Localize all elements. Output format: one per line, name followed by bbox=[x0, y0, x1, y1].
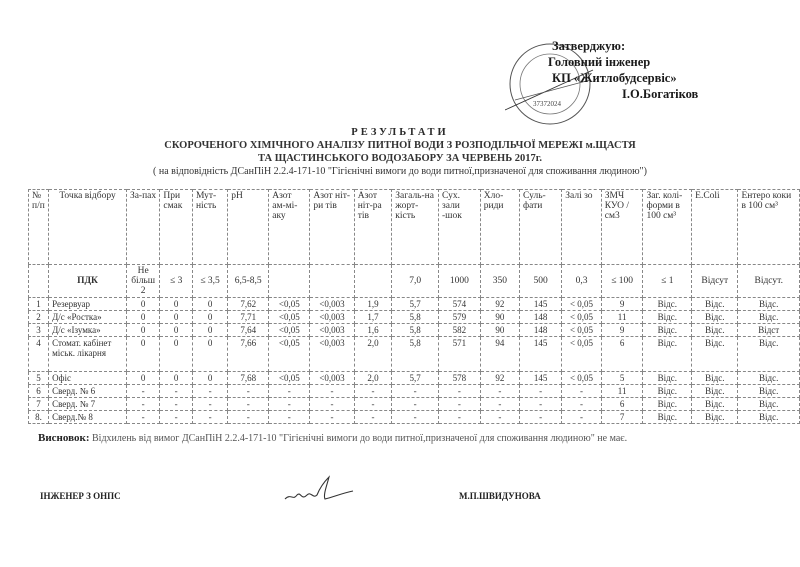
table-cell: < 0,05 bbox=[562, 337, 602, 372]
pdk-cell: 350 bbox=[480, 265, 519, 298]
table-cell: 5,8 bbox=[392, 311, 439, 324]
table-cell: 9 bbox=[601, 298, 643, 311]
table-cell: Відс. bbox=[738, 411, 800, 424]
table-row bbox=[29, 298, 800, 311]
pdk-cell: 1000 bbox=[439, 265, 481, 298]
column-header: Азот ам-мі-аку bbox=[269, 190, 310, 265]
title-results: РЕЗУЛЬТАТИ bbox=[351, 127, 449, 138]
sampling-point: Стомат. кабінет міськ. лікарня bbox=[49, 337, 127, 372]
pdk-cell: ≤ 3 bbox=[160, 265, 193, 298]
table-cell: 5,8 bbox=[392, 337, 439, 372]
table-cell: 1,9 bbox=[354, 298, 392, 311]
table-cell: 0 bbox=[160, 324, 193, 337]
column-header: Точка відбору bbox=[49, 190, 127, 265]
table-cell: - bbox=[480, 411, 519, 424]
table-cell: - bbox=[520, 411, 562, 424]
table-cell: - bbox=[354, 385, 392, 398]
table-cell: 1,7 bbox=[354, 311, 392, 324]
table-cell: - bbox=[310, 411, 354, 424]
table-cell: Відс. bbox=[692, 385, 738, 398]
table-cell: 94 bbox=[480, 337, 519, 372]
table-cell: - bbox=[160, 398, 193, 411]
table-cell: <0,003 bbox=[310, 337, 354, 372]
column-header: pH bbox=[228, 190, 269, 265]
table-cell: Відс. bbox=[738, 372, 800, 385]
pdk-cell bbox=[310, 265, 354, 298]
table-cell: 145 bbox=[520, 372, 562, 385]
table-cell: 90 bbox=[480, 324, 519, 337]
table-cell: Відс. bbox=[643, 411, 692, 424]
table-cell: Відс. bbox=[692, 311, 738, 324]
table-cell: 0 bbox=[126, 324, 159, 337]
pdk-cell bbox=[354, 265, 392, 298]
table-cell: - bbox=[228, 411, 269, 424]
table-cell: Відс. bbox=[692, 372, 738, 385]
table-cell: Відст bbox=[738, 324, 800, 337]
sampling-point: Сверд. № 6 bbox=[49, 385, 127, 398]
sampling-point: Сверд.№ 8 bbox=[49, 411, 127, 424]
table-cell: 0 bbox=[192, 311, 227, 324]
table-cell: 0 bbox=[126, 337, 159, 372]
table-cell: Відс. bbox=[692, 324, 738, 337]
table-cell: 145 bbox=[520, 337, 562, 372]
column-header: Загаль-на жорт-кість bbox=[392, 190, 439, 265]
sampling-point: Офіс bbox=[49, 372, 127, 385]
column-header: Залі зо bbox=[562, 190, 602, 265]
sampling-point: Д/с «Ростка» bbox=[49, 311, 127, 324]
table-cell: Відс. bbox=[692, 298, 738, 311]
table-cell: 7,64 bbox=[228, 324, 269, 337]
pdk-cell: Не більш 2 bbox=[126, 265, 159, 298]
table-cell: 579 bbox=[439, 311, 481, 324]
table-cell: - bbox=[562, 411, 602, 424]
table-cell: 8. bbox=[29, 411, 49, 424]
approval-line-3: КП «Житлобудсервіс» bbox=[552, 71, 677, 85]
table-cell: 571 bbox=[439, 337, 481, 372]
table-cell: Відс. bbox=[738, 337, 800, 372]
svg-text:37372024: 37372024 bbox=[533, 100, 561, 108]
column-header: Заг. колі-форми в 100 см³ bbox=[643, 190, 692, 265]
pdk-cell: ПДК bbox=[49, 265, 127, 298]
table-cell: - bbox=[192, 411, 227, 424]
title-line-2: СКОРОЧЕНОГО ХІМІЧНОГО АНАЛІЗУ ПИТНОЇ ВОДИ З РОЗПОДІЛЬЧОЇ МЕРЕЖІ м.ЩАСТЯ bbox=[164, 140, 636, 151]
table-cell: 7,66 bbox=[228, 337, 269, 372]
table-row bbox=[29, 311, 800, 324]
table-cell: 0 bbox=[126, 372, 159, 385]
table-cell: 148 bbox=[520, 311, 562, 324]
pdk-cell: 7,0 bbox=[392, 265, 439, 298]
column-header: Мут-ність bbox=[192, 190, 227, 265]
header-row bbox=[29, 190, 800, 265]
table-cell: - bbox=[439, 385, 481, 398]
conclusion bbox=[38, 432, 627, 444]
table-cell: 0 bbox=[160, 337, 193, 372]
table-cell: Відс. bbox=[692, 337, 738, 372]
table-cell: <0,003 bbox=[310, 372, 354, 385]
table-cell: <0,05 bbox=[269, 311, 310, 324]
table-cell: - bbox=[439, 411, 481, 424]
engineer-position: ІНЖЕНЕР З ОНПС bbox=[40, 491, 121, 501]
pdk-cell bbox=[29, 265, 49, 298]
table-cell: 2,0 bbox=[354, 337, 392, 372]
column-header: Суль-фати bbox=[520, 190, 562, 265]
approval-signatory: І.О.Богатіков bbox=[622, 87, 699, 101]
table-cell: <0,05 bbox=[269, 298, 310, 311]
table-cell: - bbox=[228, 398, 269, 411]
pdk-cell: 0,3 bbox=[562, 265, 602, 298]
table-cell: < 0,05 bbox=[562, 324, 602, 337]
table-cell: - bbox=[160, 385, 193, 398]
table-cell: - bbox=[392, 411, 439, 424]
table-cell: - bbox=[192, 398, 227, 411]
approval-line-2: Головний інженер bbox=[548, 55, 651, 69]
column-header: № п/п bbox=[29, 190, 49, 265]
table-cell: - bbox=[520, 398, 562, 411]
table-cell: Відс. bbox=[643, 298, 692, 311]
table-cell: 7,68 bbox=[228, 372, 269, 385]
table-cell: - bbox=[562, 385, 602, 398]
table-cell: 90 bbox=[480, 311, 519, 324]
table-cell: - bbox=[562, 398, 602, 411]
table-cell: - bbox=[269, 385, 310, 398]
column-header: ЗМЧ КУО / см3 bbox=[601, 190, 643, 265]
column-header: Азот ніт-ра тів bbox=[354, 190, 392, 265]
table-cell: < 0,05 bbox=[562, 372, 602, 385]
table-row bbox=[29, 398, 800, 411]
column-header: Азот ніт-ри тів bbox=[310, 190, 354, 265]
approval-line-1: Затверджую: bbox=[552, 39, 626, 53]
table-cell: Відс. bbox=[692, 411, 738, 424]
table-cell: <0,05 bbox=[269, 324, 310, 337]
table-cell: 11 bbox=[601, 385, 643, 398]
table-cell: - bbox=[480, 385, 519, 398]
approval-block bbox=[548, 38, 698, 102]
table-cell: 7,62 bbox=[228, 298, 269, 311]
table-cell: - bbox=[354, 398, 392, 411]
table-cell: Відс. bbox=[643, 337, 692, 372]
results-table bbox=[28, 189, 800, 424]
pdk-cell: 6,5-8,5 bbox=[228, 265, 269, 298]
table-cell: Відс. bbox=[643, 311, 692, 324]
table-cell: 9 bbox=[601, 324, 643, 337]
table-cell: - bbox=[126, 398, 159, 411]
table-cell: - bbox=[228, 385, 269, 398]
conclusion-label: Висновок: bbox=[38, 432, 90, 444]
table-cell: <0,003 bbox=[310, 324, 354, 337]
table-cell: 1 bbox=[29, 298, 49, 311]
table-cell: 4 bbox=[29, 337, 49, 372]
column-header: Хло-риди bbox=[480, 190, 519, 265]
pdk-cell: Відсут bbox=[692, 265, 738, 298]
column-header: Ентеро коки в 100 см³ bbox=[738, 190, 800, 265]
table-cell: - bbox=[269, 398, 310, 411]
table-cell: - bbox=[310, 385, 354, 398]
column-header: При смак bbox=[160, 190, 193, 265]
table-cell: - bbox=[392, 385, 439, 398]
table-cell: 5 bbox=[601, 372, 643, 385]
signature bbox=[283, 475, 355, 507]
table-cell: Відс. bbox=[692, 398, 738, 411]
table-cell: <0,003 bbox=[310, 298, 354, 311]
pdk-cell: Відсут. bbox=[738, 265, 800, 298]
conclusion-text: Відхилень від вимог ДСанПіН 2.2.4-171-10 "Гігієнічні вимоги до води питної,призначеної для споживання людиною" не має. bbox=[92, 433, 628, 444]
table-cell: 0 bbox=[160, 298, 193, 311]
table-cell: 92 bbox=[480, 298, 519, 311]
pdk-cell: ≤ 100 bbox=[601, 265, 643, 298]
column-header: За-пах bbox=[126, 190, 159, 265]
sampling-point: Сверд. № 7 bbox=[49, 398, 127, 411]
table-cell: - bbox=[480, 398, 519, 411]
table-cell: 0 bbox=[126, 298, 159, 311]
table-cell: - bbox=[310, 398, 354, 411]
table-cell: 582 bbox=[439, 324, 481, 337]
pdk-cell: ≤ 1 bbox=[643, 265, 692, 298]
table-cell: 5,8 bbox=[392, 324, 439, 337]
table-row bbox=[29, 372, 800, 385]
table-cell: < 0,05 bbox=[562, 311, 602, 324]
table-cell: Відс. bbox=[738, 385, 800, 398]
sampling-point: Д/с «Ізумка» bbox=[49, 324, 127, 337]
title-line-3: ТА ЩАСТИНСЬКОГО ВОДОЗАБОРУ ЗА ЧЕРВЕНЬ 2017г. bbox=[258, 153, 542, 164]
table-cell: <0,003 bbox=[310, 311, 354, 324]
table-cell: 11 bbox=[601, 311, 643, 324]
title-subtitle: ( на відповідність ДСанПіН 2.2.4-171-10 "Гігієнічні вимоги до води питної,призначеної для споживання людиною") bbox=[153, 166, 647, 177]
table-cell: 1,6 bbox=[354, 324, 392, 337]
table-cell: - bbox=[439, 398, 481, 411]
pdk-cell: 500 bbox=[520, 265, 562, 298]
column-header: Сух. зали -шок bbox=[439, 190, 481, 265]
table-row bbox=[29, 324, 800, 337]
table-cell: 0 bbox=[192, 372, 227, 385]
table-cell: 2,0 bbox=[354, 372, 392, 385]
table-cell: Відс. bbox=[643, 385, 692, 398]
pdk-cell bbox=[269, 265, 310, 298]
table-cell: - bbox=[160, 411, 193, 424]
table-cell: 7 bbox=[601, 411, 643, 424]
table-cell: 0 bbox=[126, 311, 159, 324]
table-cell: 574 bbox=[439, 298, 481, 311]
table-cell: - bbox=[269, 411, 310, 424]
document-title bbox=[0, 126, 800, 179]
table-cell: 148 bbox=[520, 324, 562, 337]
table-cell: 92 bbox=[480, 372, 519, 385]
table-row bbox=[29, 385, 800, 398]
table-cell: Відс. bbox=[643, 372, 692, 385]
table-cell: - bbox=[126, 411, 159, 424]
table-cell: - bbox=[392, 398, 439, 411]
table-cell: <0,05 bbox=[269, 337, 310, 372]
table-cell: 2 bbox=[29, 311, 49, 324]
table-cell: Відс. bbox=[738, 398, 800, 411]
table-cell: Відс. bbox=[643, 324, 692, 337]
table-cell: 7,71 bbox=[228, 311, 269, 324]
table-cell: 6 bbox=[601, 337, 643, 372]
table-cell: 578 bbox=[439, 372, 481, 385]
table-cell: - bbox=[126, 385, 159, 398]
table-cell: 5 bbox=[29, 372, 49, 385]
table-cell: 6 bbox=[29, 385, 49, 398]
table-cell: <0,05 bbox=[269, 372, 310, 385]
table-cell: - bbox=[192, 385, 227, 398]
table-cell: 0 bbox=[160, 372, 193, 385]
pdk-row bbox=[29, 265, 800, 298]
table-cell: - bbox=[354, 411, 392, 424]
table-cell: 0 bbox=[192, 337, 227, 372]
pdk-cell: ≤ 3,5 bbox=[192, 265, 227, 298]
sampling-point: Резервуар bbox=[49, 298, 127, 311]
engineer-name: М.П.ШВИДУНОВА bbox=[459, 491, 541, 501]
table-cell: - bbox=[520, 385, 562, 398]
table-row bbox=[29, 411, 800, 424]
table-cell: 0 bbox=[192, 324, 227, 337]
table-cell: 145 bbox=[520, 298, 562, 311]
table-cell: < 0,05 bbox=[562, 298, 602, 311]
column-header: E.Coli bbox=[692, 190, 738, 265]
table-cell: 3 bbox=[29, 324, 49, 337]
table-cell: Відс. bbox=[738, 298, 800, 311]
table-cell: 7 bbox=[29, 398, 49, 411]
table-row bbox=[29, 337, 800, 372]
table-cell: Відс. bbox=[738, 311, 800, 324]
table-cell: Відс. bbox=[643, 398, 692, 411]
table-cell: 5,7 bbox=[392, 298, 439, 311]
table-cell: 0 bbox=[160, 311, 193, 324]
table-cell: 0 bbox=[192, 298, 227, 311]
table-cell: 5,7 bbox=[392, 372, 439, 385]
table-cell: 6 bbox=[601, 398, 643, 411]
